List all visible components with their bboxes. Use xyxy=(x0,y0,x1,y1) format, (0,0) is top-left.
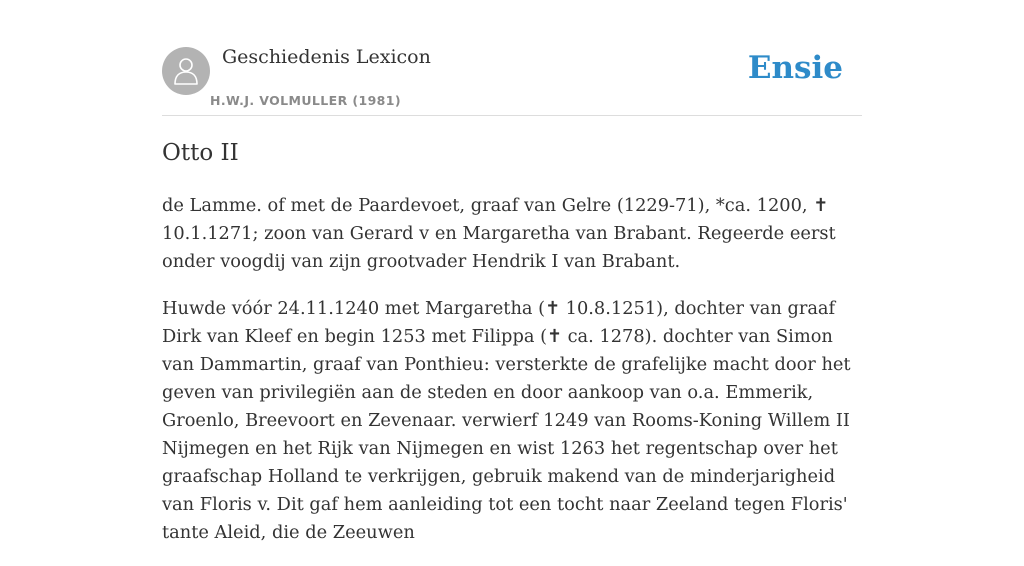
header xyxy=(162,0,862,116)
ensie-logo[interactable]: Ensie xyxy=(747,50,843,86)
user-icon xyxy=(173,56,199,86)
avatar[interactable] xyxy=(162,47,210,95)
article-paragraph: de Lamme. of met de Paardevoet, graaf van Gelre (1229-71), *ca. 1200, ✝ 10.1.1271; zoon van Gerard v en Margaretha van Brabant. Regeerde eerst onder voogdij van zijn grootvader Hendrik I van Brabant. xyxy=(162,195,836,272)
article-paragraph: Huwde vóór 24.11.1240 met Margaretha (✝ 10.8.1251), dochter van graaf Dirk van Kleef en begin 1253 met Filippa (✝ ca. 1278). dochter van Simon van Dammartin, graaf van Ponthieu: versterkte de grafelijke macht door het geven van privilegiën aan de steden en door aankoop van o.a. Emmerik, Groenlo, Breevoort en Zevenaar. verwierf 1249 van Rooms-Koning Willem II Nijmegen en het Rijk van Nijmegen en wist 1263 het regentschap over het graafschap Holland te verkrijgen, gebruik makend van de minderjarigheid van Floris v. Dit gaf hem aanleiding tot een tocht naar Zeeland tegen Floris' tante Aleid, die de Zeeuwen xyxy=(162,298,851,543)
author-name[interactable]: H.W.J. VOLMULLER (1981) xyxy=(210,93,401,108)
book-title[interactable]: Geschiedenis Lexicon xyxy=(222,46,431,68)
page-container xyxy=(162,0,862,543)
entry-title: Otto II xyxy=(162,140,239,166)
article-body xyxy=(162,192,862,566)
